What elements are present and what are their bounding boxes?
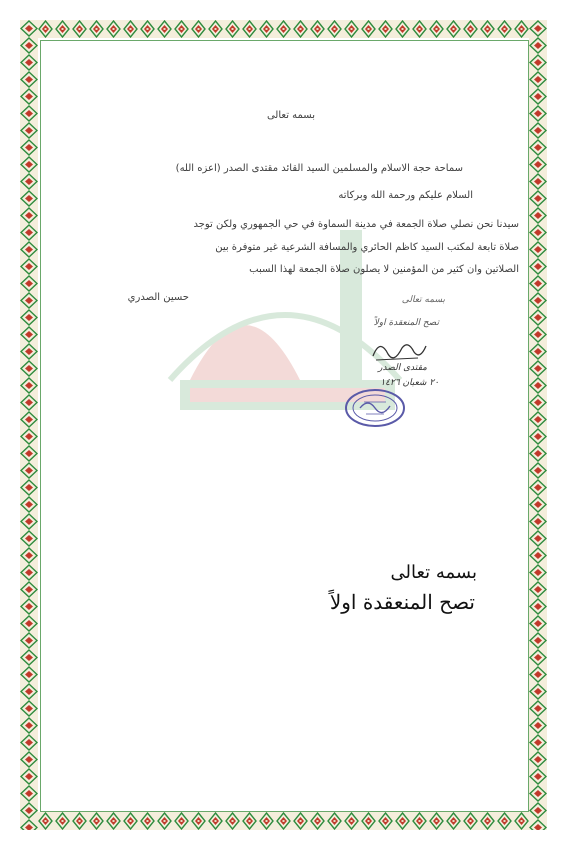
transcription-line-1: بسمه تعالى — [390, 562, 477, 583]
bottom-border-ornament — [20, 812, 547, 830]
letter-signature: حسين الصدري — [127, 292, 189, 303]
letter-body-line-3: الصلاتين وان كثير من المؤمنين لا يصلون صلاة الجمعة لهذا السبب — [249, 264, 519, 275]
letter-body-line-1: سيدنا نحن نصلي صلاة الجمعة في مدينة السماوة في حي الجمهوري ولكن توجد — [193, 219, 519, 230]
top-border-ornament — [20, 20, 547, 38]
letter-body-line-2: صلاة تابعة لمكتب السيد كاظم الحائري والمسافة الشرعية غير متوفرة بين — [215, 242, 519, 253]
handwritten-line-1: بسمه تعالى — [401, 295, 445, 305]
handwritten-line-2: تصح المنعقدة اولاً — [373, 318, 439, 328]
letter-greeting: السلام عليكم ورحمة الله وبركاته — [338, 190, 473, 201]
right-border-ornament — [529, 20, 547, 830]
handwritten-signature-mark — [368, 336, 428, 366]
left-border-ornament — [20, 20, 38, 830]
letter-addressee: سماحة حجة الاسلام والمسلمين السيد القائد مقتدى الصدر (اعزه الله) — [175, 163, 463, 174]
office-seal-stamp — [344, 388, 406, 428]
handwritten-signer: مقتدى الصدر — [378, 363, 427, 373]
transcription-line-2: تصح المنعقدة اولاً — [329, 590, 475, 614]
handwritten-date: ٢٠ شعبان ١٤٢٦ — [380, 378, 439, 388]
letter-heading: بسمه تعالى — [266, 110, 315, 121]
